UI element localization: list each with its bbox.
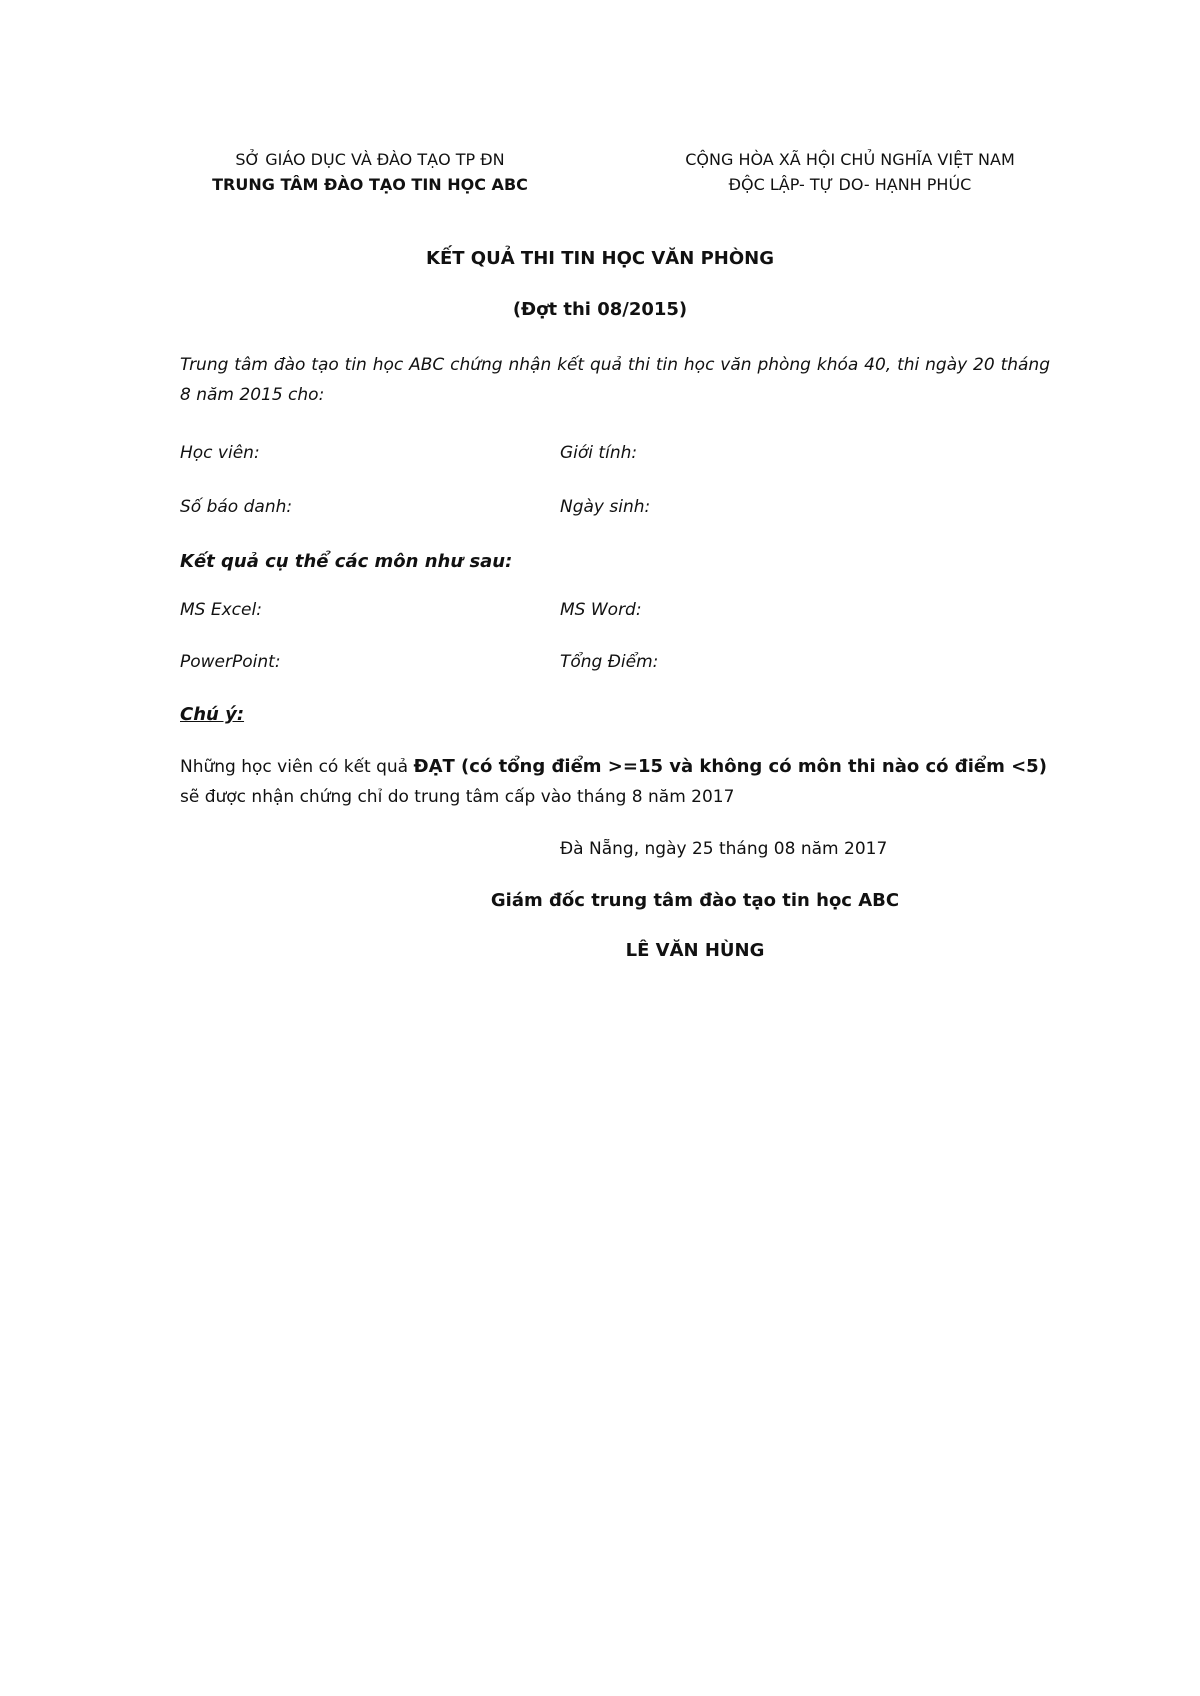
note-text-before: Những học viên có kết quả xyxy=(180,757,414,777)
signer-name: LÊ VĂN HÙNG xyxy=(625,940,765,961)
total-score-label: Tổng Điểm: xyxy=(560,652,659,672)
note-pass-criteria: ĐẠT (có tổng điểm >=15 và không có môn thi nào có điểm <5) xyxy=(413,756,1047,777)
excel-score-label: MS Excel: xyxy=(180,600,262,620)
document-title: KẾT QUẢ THI TIN HỌC VĂN PHÒNG xyxy=(426,248,774,269)
results-heading: Kết quả cụ thể các môn như sau: xyxy=(180,551,513,572)
gender-label: Giới tính: xyxy=(560,443,638,463)
national-motto: ĐỘC LẬP- TỰ DO- HẠNH PHÚC xyxy=(728,175,972,194)
national-header xyxy=(660,147,1040,197)
student-label: Học viên: xyxy=(180,443,260,463)
document-subtitle: (Đợt thi 08/2015) xyxy=(512,299,688,320)
candidate-number-label: Số báo danh: xyxy=(180,497,293,517)
department-name: SỞ GIÁO DỤC VÀ ĐÀO TẠO TP ĐN xyxy=(235,150,505,169)
powerpoint-score-label: PowerPoint: xyxy=(180,652,281,672)
birth-date-label: Ngày sinh: xyxy=(560,497,651,517)
issuer-header xyxy=(205,147,535,197)
note-paragraph xyxy=(180,752,1060,812)
signer-title: Giám đốc trung tâm đào tạo tin học ABC xyxy=(490,890,900,911)
note-label: Chú ý: xyxy=(180,704,245,725)
country-name: CỘNG HÒA XÃ HỘI CHỦ NGHĨA VIỆT NAM xyxy=(685,150,1015,169)
place-date: Đà Nẵng, ngày 25 tháng 08 năm 2017 xyxy=(560,839,888,859)
intro-paragraph: Trung tâm đào tạo tin học ABC chứng nhận kết quả thi tin học văn phòng khóa 40, thi ngày 20 tháng 8 năm 2015 cho: xyxy=(180,355,1050,405)
word-score-label: MS Word: xyxy=(560,600,642,620)
note-text-after: sẽ được nhận chứng chỉ do trung tâm cấp vào tháng 8 năm 2017 xyxy=(180,787,735,807)
center-name: TRUNG TÂM ĐÀO TẠO TIN HỌC ABC xyxy=(212,175,528,194)
